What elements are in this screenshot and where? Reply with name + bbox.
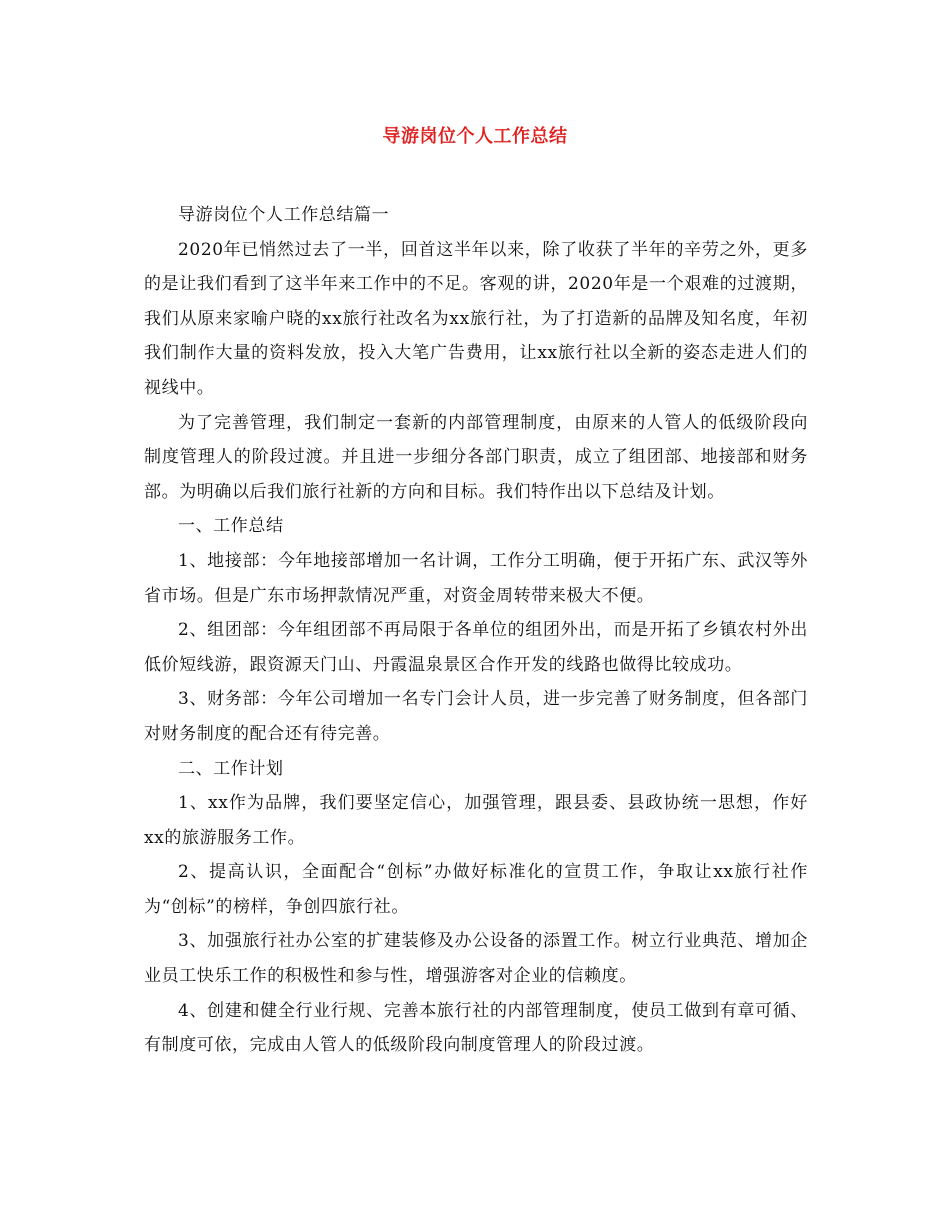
list-item: 2、提高认识，全面配合“创标”办做好标准化的宣贯工作，争取让xx旅行社作为“创标”的榜样，争创四旅行社。 — [144, 862, 808, 917]
section-heading: 二、工作计划 — [178, 758, 284, 779]
list-item: 3、加强旅行社办公室的扩建装修及办公设备的添置工作。树立行业典范、增加企业员工快乐工作的积极性和参与性，增强游客对企业的信赖度。 — [144, 931, 808, 987]
body-paragraph: 2020年已悄然过去了一半，回首这半年以来，除了收获了半年的辛劳之外，更多的是让我们看到了这半年来工作中的不足。客观的讲，2020年是一个艰难的过渡期，我们从原来家喻户晓的xx旅行社改名为xx旅行社，为了打造新的品牌及知名度，年初我们制作大量的资料发放，投入大笔广告费用，让xx旅行社以全新的姿态走进人们的视线中。 — [144, 239, 808, 398]
list-item: 1、xx作为品牌，我们要坚定信心，加强管理，跟县委、县政协统一思想，作好xx的旅游服务工作。 — [144, 793, 808, 848]
document-title: 导游岗位个人工作总结 — [382, 126, 568, 147]
list-item: 1、地接部：今年地接部增加一名计调，工作分工明确，便于开拓广东、武汉等外省市场。但是广东市场押款情况严重，对资金周转带来极大不便。 — [144, 550, 808, 606]
list-item: 2、组团部：今年组团部不再局限于各单位的组团外出，而是开拓了乡镇农村外出低价短线游，跟资源天门山、丹霞温泉景区合作开发的线路也做得比较成功。 — [144, 620, 808, 675]
section-heading: 一、工作总结 — [178, 516, 284, 537]
body-paragraph: 为了完善管理，我们制定一套新的内部管理制度，由原来的人管人的低级阶段向制度管理人的阶段过渡。并且进一步细分各部门职责，成立了组团部、地接部和财务部。为明确以后我们旅行社新的方向和目标。我们特作出以下总结及计划。 — [144, 412, 808, 502]
list-item: 4、创建和健全行业行规、完善本旅行社的内部管理制度，使员工做到有章可循、有制度可依，完成由人管人的低级阶段向制度管理人的阶段过渡。 — [144, 1000, 808, 1056]
list-item: 3、财务部：今年公司增加一名专门会计人员，进一步完善了财务制度，但各部门对财务制度的配合还有待完善。 — [144, 689, 808, 744]
section-heading: 导游岗位个人工作总结篇一 — [178, 205, 390, 225]
document-body — [144, 198, 808, 1063]
